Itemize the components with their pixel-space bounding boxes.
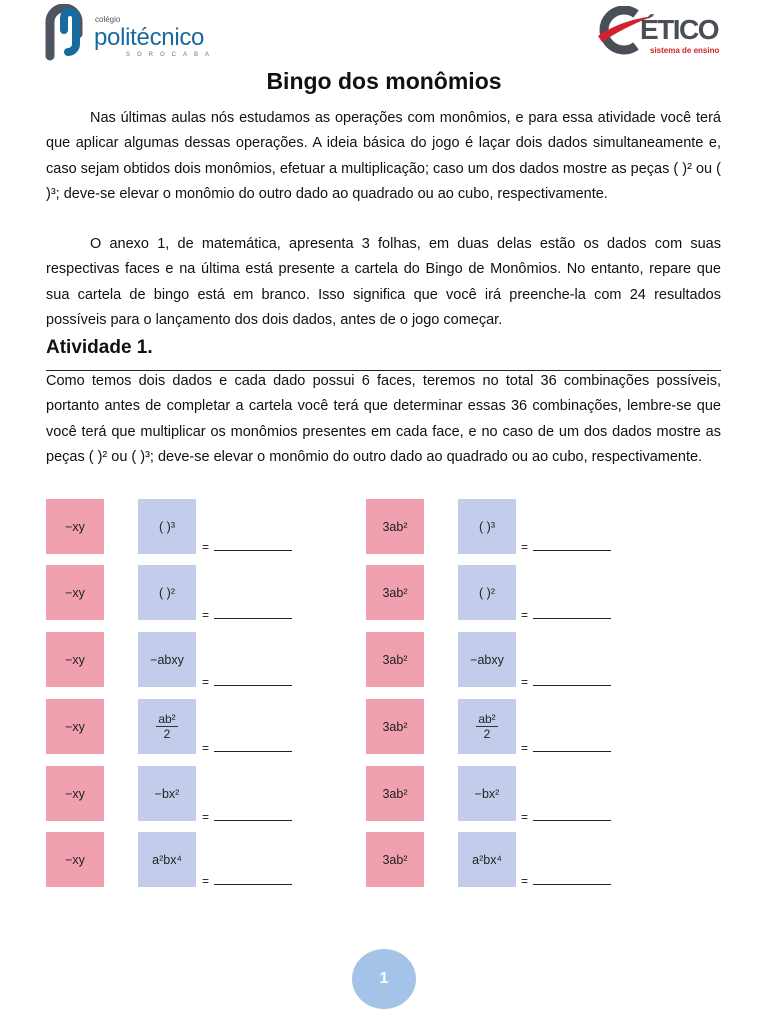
die-face-pink: −xy (46, 632, 104, 687)
answer-blank[interactable]: = (202, 874, 292, 888)
die-face-blue: −bx² (138, 766, 196, 821)
die-face-blue: a²bx⁴ (458, 832, 516, 887)
die-face-blue: −abxy (138, 632, 196, 687)
die-face-pink: 3ab² (366, 766, 424, 821)
die-face-pink: −xy (46, 499, 104, 554)
intro-paragraph-2-text: O anexo 1, de matemática, apresenta 3 folhas, em duas delas estão os dados com suas respectivas faces e na última está presente a cartela do Bingo de Monômios. No entanto, repare que sua cartela de bingo está em branco. Isso significa que você irá preenche-la com 24 resultados possíveis para o lançamento dos dois dados, antes de o jogo começar. (46, 236, 721, 328)
answer-blank[interactable]: = (202, 741, 292, 755)
activity-heading: Atividade 1. (46, 337, 153, 358)
die-face-pink: −xy (46, 565, 104, 620)
die-face-pink: 3ab² (366, 832, 424, 887)
die-face-pink: 3ab² (366, 632, 424, 687)
answer-blank[interactable]: = (521, 874, 611, 888)
die-face-blue: ( )³ (138, 499, 196, 554)
logo-small-text: colégio (95, 15, 121, 24)
politecnico-emblem-icon (44, 4, 94, 62)
answer-blank[interactable]: = (202, 810, 292, 824)
die-face-blue: −bx² (458, 766, 516, 821)
fraction-denominator: 2 (483, 727, 491, 741)
logo-name: politécnico (94, 24, 205, 51)
fraction-numerator: ab² (158, 712, 176, 726)
intro-paragraph-1-text: Nas últimas aulas nós estudamos as operações com monômios, e para essa atividade você terá que aplicar algumas dessas operações. A ideia básica do jogo é laçar dois dados simultaneamente e, caso sejam obtidos dois monômios, efetuar a multiplicação; caso um dos dados mostre as peças ( )² ou ( )³; deve-se elevar o monômio do outro dado ao quadrado ou ao cubo, respectivamente. (46, 110, 721, 202)
fraction (156, 712, 177, 741)
die-face-pink: −xy (46, 699, 104, 754)
die-face-blue: ( )² (458, 565, 516, 620)
die-face-blue-fraction (138, 699, 196, 754)
intro-paragraph-1 (46, 106, 721, 207)
die-face-blue: ( )³ (458, 499, 516, 554)
die-face-pink: −xy (46, 832, 104, 887)
intro-paragraph-2 (46, 232, 721, 333)
die-face-pink: 3ab² (366, 565, 424, 620)
die-face-blue: −abxy (458, 632, 516, 687)
fraction-numerator: ab² (478, 712, 496, 726)
answer-blank[interactable]: = (521, 810, 611, 824)
activity-instructions: Como temos dois dados e cada dado possui 6 faces, teremos no total 36 combinações possíveis, portanto antes de completar a cartela você terá que determinar essas 36 combinações, lembre-se que você terá que multiplicar os monômios presentes em cada face, e no caso de um dos dados mostre as peças ( )² ou ( )³; deve-se elevar o monômio do outro dado ao quadrado ou ao cubo, respectivamente. (46, 373, 721, 465)
fraction (476, 712, 497, 741)
die-face-pink: 3ab² (366, 699, 424, 754)
logo-city: SOROCABA (126, 52, 217, 58)
etico-logo (596, 6, 726, 62)
answer-blank[interactable]: = (521, 675, 611, 689)
etico-tagline: sistema de ensino (650, 46, 720, 55)
die-face-blue: a²bx⁴ (138, 832, 196, 887)
die-face-pink: 3ab² (366, 499, 424, 554)
answer-blank[interactable]: = (202, 608, 292, 622)
answer-blank[interactable]: = (521, 540, 611, 554)
page-header (0, 0, 768, 70)
answer-blank[interactable]: = (521, 741, 611, 755)
page-title: Bingo dos monômios (266, 68, 502, 94)
die-face-blue-fraction (458, 699, 516, 754)
die-face-pink: −xy (46, 766, 104, 821)
answer-blank[interactable]: = (202, 675, 292, 689)
die-face-blue: ( )² (138, 565, 196, 620)
etico-name: ÉTICO (640, 14, 719, 45)
page-number-badge: 1 (352, 949, 416, 1009)
fraction-denominator: 2 (163, 727, 171, 741)
answer-blank[interactable]: = (521, 608, 611, 622)
answer-blank[interactable]: = (202, 540, 292, 554)
politecnico-logo (44, 4, 244, 62)
